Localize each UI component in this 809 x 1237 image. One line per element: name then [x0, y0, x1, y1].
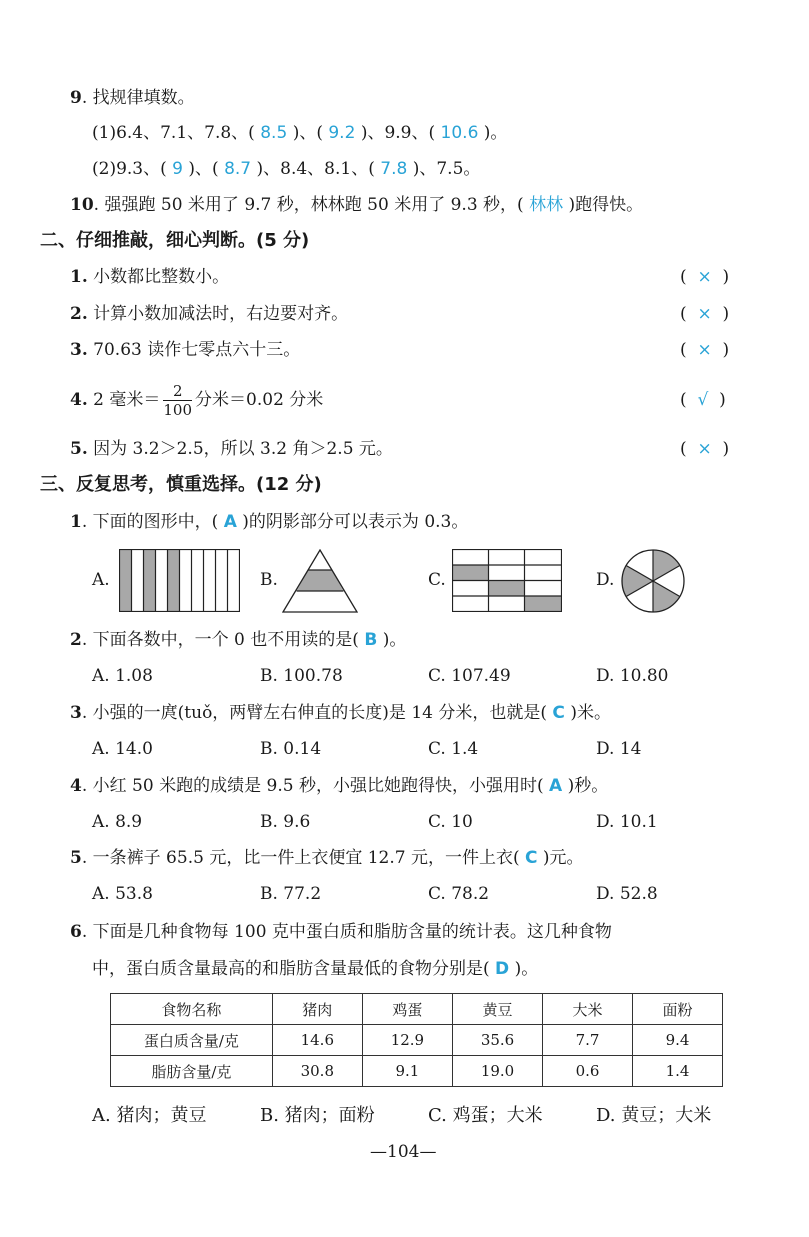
- figure-c-grid: [452, 549, 562, 612]
- option-d: D. 10.80: [596, 666, 669, 686]
- option-c: C. 1.4: [428, 739, 479, 759]
- answer: 7.8: [380, 159, 408, 179]
- option-b: B. 0.14: [260, 739, 322, 759]
- judge-item-3: 3. 70.63 读作七零点六十三。: [70, 340, 301, 360]
- option-c: C. 鸡蛋；大米: [428, 1105, 543, 1126]
- answer: A: [223, 512, 237, 532]
- q9-line1: (1)6.4、7.1、7.8、( 8.5 )、( 9.2 )、9.9、( 10.6 )。: [92, 123, 508, 143]
- q10: 10. 强强跑 50 米用了 9.7 秒，林林跑 50 米用了 9.3 秒，( 林林 )跑得快。: [70, 195, 644, 215]
- table-row: [111, 1056, 723, 1087]
- option-b: B. 9.6: [260, 812, 311, 832]
- option-b: B. 100.78: [260, 666, 343, 686]
- option-a: A. 1.08: [92, 666, 153, 686]
- answer: C: [525, 848, 538, 868]
- judge-item-5: 5. 因为 3.2＞2.5，所以 3.2 角＞2.5 元。: [70, 439, 393, 459]
- answer: C: [552, 703, 565, 723]
- judge-item-2: 2. 计算小数加减法时，右边要对齐。: [70, 304, 349, 324]
- table-cell: 面粉: [633, 994, 723, 1025]
- judge-mark-5: ( × ): [680, 439, 730, 459]
- figure-b-triangle: [282, 549, 358, 613]
- choice-q6-line2: 中，蛋白质含量最高的和脂肪含量最低的食物分别是( D )。: [92, 959, 539, 979]
- section3-title: 三、反复思考，慎重选择。(12 分): [40, 474, 322, 495]
- table-cell: 35.6: [452, 1025, 542, 1056]
- option-d: D. 黄豆；大米: [596, 1105, 712, 1126]
- figure-d-circle: [619, 549, 687, 613]
- option-d: D. 52.8: [596, 884, 658, 904]
- option-c: C. 78.2: [428, 884, 490, 904]
- option-d: D. 14: [596, 739, 642, 759]
- choice-q5: 5. 一条裤子 65.5 元，比一件上衣便宜 12.7 元，一件上衣( C )元。: [70, 848, 584, 868]
- figure-label-d: D.: [596, 570, 615, 590]
- section2-title: 二、仔细推敲，细心判断。(5 分): [40, 230, 310, 251]
- choice-q2: 2. 下面各数中，一个 0 也不用读的是( B )。: [70, 630, 407, 650]
- choice-q1: 1. 下面的图形中，( A )的阴影部分可以表示为 0.3。: [70, 512, 469, 532]
- judge-mark-1: ( × ): [680, 267, 730, 287]
- option-c: C. 10: [428, 812, 473, 832]
- table-cell: 7.7: [543, 1025, 633, 1056]
- answer: 8.5: [260, 123, 288, 143]
- answer: B: [364, 630, 378, 650]
- option-a: A. 猪肉；黄豆: [92, 1105, 207, 1126]
- table-cell: 蛋白质含量/克: [111, 1025, 273, 1056]
- judge-mark-4: ( √ ): [680, 390, 726, 410]
- answer: 9.2: [328, 123, 356, 143]
- option-a: A. 8.9: [92, 812, 143, 832]
- table-cell: 0.6: [543, 1056, 633, 1087]
- table-cell: 14.6: [272, 1025, 362, 1056]
- table-cell: 9.1: [362, 1056, 452, 1087]
- answer: D: [495, 959, 510, 979]
- option-b: B. 猪肉；面粉: [260, 1105, 375, 1126]
- table-cell: 黄豆: [452, 994, 542, 1025]
- option-d: D. 10.1: [596, 812, 658, 832]
- q9-title: 9. 找规律填数。: [70, 88, 195, 108]
- answer: 10.6: [440, 123, 479, 143]
- judge-item-1: 1. 小数都比整数小。: [70, 267, 230, 287]
- judge-item-4: 4. 2 毫米＝ $\frac{2}{100}$ 分米＝0.02 分米: [70, 382, 324, 419]
- judge-mark-3: ( × ): [680, 340, 730, 360]
- table-cell: 大米: [543, 994, 633, 1025]
- table-cell: 9.4: [633, 1025, 723, 1056]
- option-c: C. 107.49: [428, 666, 511, 686]
- figure-label-b: B.: [260, 570, 278, 590]
- q9-line2: (2)9.3、( 9 )、( 8.7 )、8.4、8.1、( 7.8 )、7.5。: [92, 159, 481, 179]
- table-cell: 鸡蛋: [362, 994, 452, 1025]
- table-cell: 食物名称: [111, 994, 273, 1025]
- table-cell: 12.9: [362, 1025, 452, 1056]
- option-a: A. 14.0: [92, 739, 153, 759]
- choice-q6-line1: 6. 下面是几种食物每 100 克中蛋白质和脂肪含量的统计表。这几种食物: [70, 922, 612, 942]
- nutrition-table: [110, 993, 723, 1087]
- figure-label-c: C.: [428, 570, 446, 590]
- judge-mark-2: ( × ): [680, 304, 730, 324]
- table-header-row: [111, 994, 723, 1025]
- answer: A: [548, 776, 563, 796]
- table-cell: 猪肉: [272, 994, 362, 1025]
- table-cell: 脂肪含量/克: [111, 1056, 273, 1087]
- figure-a-strips: [119, 549, 240, 612]
- choice-q4: 4. 小红 50 米跑的成绩是 9.5 秒，小强比她跑得快，小强用时( A )秒。: [70, 776, 609, 796]
- table-cell: 19.0: [452, 1056, 542, 1087]
- option-b: B. 77.2: [260, 884, 322, 904]
- table-cell: 1.4: [633, 1056, 723, 1087]
- answer: 林林: [529, 195, 564, 215]
- table-cell: 30.8: [272, 1056, 362, 1087]
- figure-label-a: A.: [92, 570, 110, 590]
- table-row: [111, 1025, 723, 1056]
- page-number: —104—: [370, 1142, 437, 1162]
- answer: 8.7: [224, 159, 252, 179]
- answer: 9: [172, 159, 183, 179]
- option-a: A. 53.8: [92, 884, 153, 904]
- choice-q3: 3. 小强的一庹(tuǒ，两臂左右伸直的长度)是 14 分米，也就是( C )米。: [70, 703, 611, 723]
- fraction: $\frac{2}{100}$: [163, 382, 193, 419]
